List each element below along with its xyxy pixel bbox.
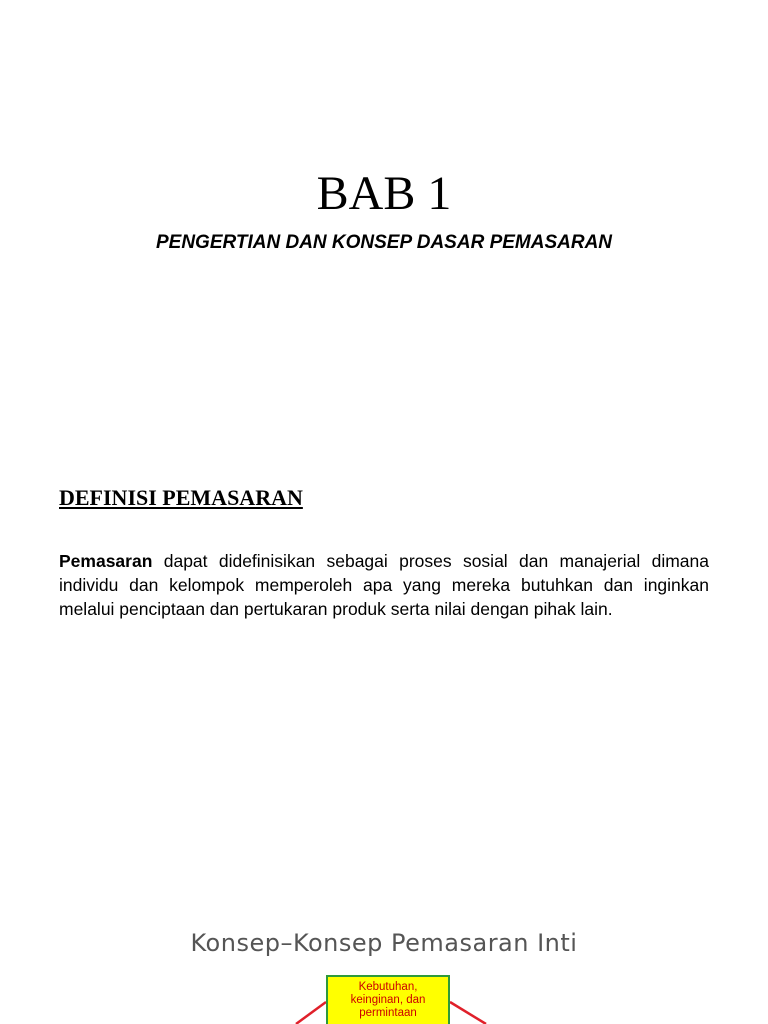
definition-term: Pemasaran	[59, 551, 153, 571]
diagram-node-kebutuhan	[326, 975, 450, 1024]
definition-paragraph	[59, 549, 709, 621]
arrow-right-icon	[450, 1002, 486, 1024]
section-heading-definisi: DEFINISI PEMASARAN	[59, 485, 303, 510]
diagram-node-line: Kebutuhan,	[358, 981, 418, 993]
chapter-title: BAB 1	[316, 167, 452, 220]
definition-text: dapat didefinisikan sebagai proses sosial dan manajerial dimana individu dan kelompok memperoleh apa yang mereka butuhkan dan inginkan melalui penciptaan dan pertukaran produk serta nilai dengan pihak lain.	[59, 551, 709, 619]
chapter-subtitle: PENGERTIAN DAN KONSEP DASAR PEMASARAN	[155, 232, 613, 253]
diagram-node-line: permintaan	[359, 1007, 417, 1019]
diagram-node-line: keinginan, dan	[350, 994, 426, 1006]
arrow-left-icon	[296, 1002, 326, 1024]
diagram-title: Konsep–Konsep Pemasaran Inti	[190, 929, 578, 957]
